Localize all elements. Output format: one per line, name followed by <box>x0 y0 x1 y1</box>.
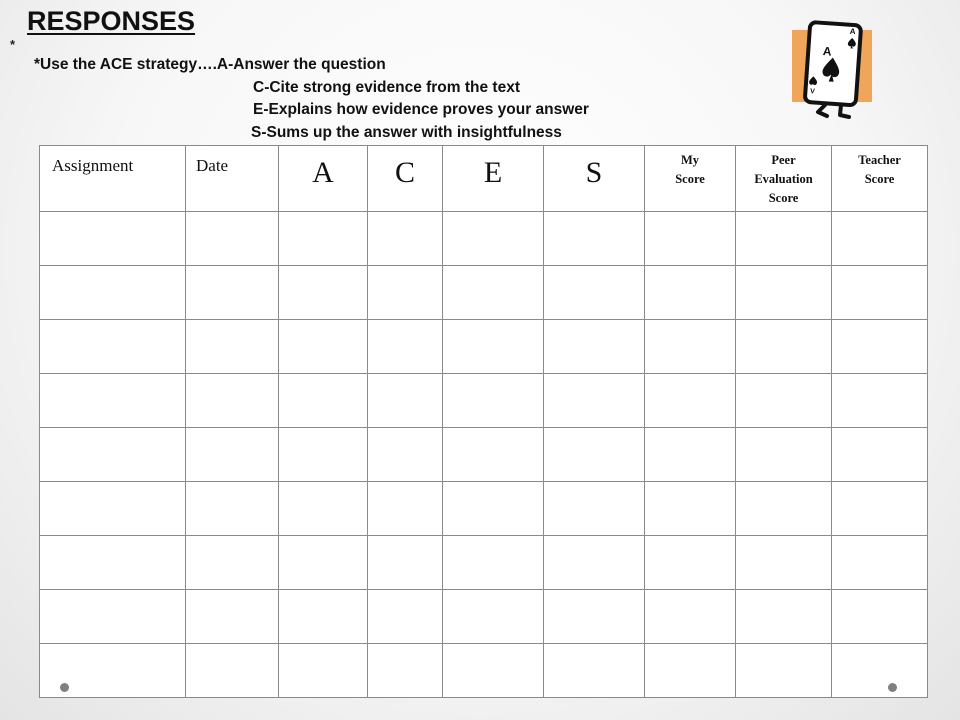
cell-s[interactable] <box>544 644 645 698</box>
header-peer-line3: Score <box>768 191 799 205</box>
cell-my-score[interactable] <box>645 644 736 698</box>
cell-a[interactable] <box>279 590 368 644</box>
table-header-row <box>40 146 928 212</box>
cell-e[interactable] <box>443 320 544 374</box>
table-row <box>40 536 928 590</box>
cell-a[interactable] <box>279 320 368 374</box>
bullet-dot-left <box>60 683 69 692</box>
cell-teacher-score[interactable] <box>832 644 928 698</box>
cell-teacher-score[interactable] <box>832 374 928 428</box>
table-row <box>40 266 928 320</box>
cell-a[interactable] <box>279 536 368 590</box>
cell-e[interactable] <box>443 644 544 698</box>
cell-my-score[interactable] <box>645 212 736 266</box>
cell-my-score[interactable] <box>645 482 736 536</box>
cell-s[interactable] <box>544 536 645 590</box>
cell-teacher-score[interactable] <box>832 320 928 374</box>
cell-c[interactable] <box>368 536 443 590</box>
bullet-dot-right <box>888 683 897 692</box>
header-date: Date <box>186 146 279 212</box>
cell-e[interactable] <box>443 428 544 482</box>
table-row <box>40 644 928 698</box>
table-row <box>40 428 928 482</box>
cell-s[interactable] <box>544 266 645 320</box>
cell-a[interactable] <box>279 374 368 428</box>
cell-teacher-score[interactable] <box>832 428 928 482</box>
table-row <box>40 482 928 536</box>
svg-text:A: A <box>849 26 856 37</box>
cell-s[interactable] <box>544 428 645 482</box>
cell-date[interactable] <box>186 320 279 374</box>
cell-assignment[interactable] <box>40 536 186 590</box>
cell-peer-score[interactable] <box>736 590 832 644</box>
cell-assignment[interactable] <box>40 266 186 320</box>
response-table <box>39 145 928 698</box>
card-rank: A <box>822 43 833 59</box>
cell-assignment[interactable] <box>40 374 186 428</box>
cell-e[interactable] <box>443 374 544 428</box>
header-s: S <box>544 146 645 212</box>
header-e: E <box>443 146 544 212</box>
page-title: RESPONSES <box>27 6 196 36</box>
cell-c[interactable] <box>368 320 443 374</box>
cell-assignment[interactable] <box>40 590 186 644</box>
cell-peer-score[interactable] <box>736 212 832 266</box>
cell-assignment[interactable] <box>40 212 186 266</box>
cell-date[interactable] <box>186 266 279 320</box>
header-my-score <box>645 146 736 212</box>
cell-e[interactable] <box>443 482 544 536</box>
cell-s[interactable] <box>544 320 645 374</box>
header-teacher-line1: Teacher <box>858 153 901 167</box>
instruction-explain: E-Explains how evidence proves your answer <box>253 101 589 118</box>
cell-date[interactable] <box>186 536 279 590</box>
header-my-score-line2: Score <box>675 172 705 186</box>
cell-c[interactable] <box>368 212 443 266</box>
cell-a[interactable] <box>279 428 368 482</box>
cell-a[interactable] <box>279 482 368 536</box>
instruction-ace-strategy: *Use the ACE strategy….A-Answer the question <box>34 56 386 73</box>
header-peer-line2: Evaluation <box>754 172 813 186</box>
cell-peer-score[interactable] <box>736 374 832 428</box>
cell-my-score[interactable] <box>645 536 736 590</box>
header-my-score-line1: My <box>680 153 700 167</box>
cell-peer-score[interactable] <box>736 482 832 536</box>
cell-date[interactable] <box>186 644 279 698</box>
cell-peer-score[interactable] <box>736 644 832 698</box>
cell-my-score[interactable] <box>645 590 736 644</box>
table-row <box>40 590 928 644</box>
cell-peer-score[interactable] <box>736 536 832 590</box>
header-c: C <box>368 146 443 212</box>
cell-a[interactable] <box>279 266 368 320</box>
header-peer-evaluation-score <box>736 146 832 212</box>
cell-my-score[interactable] <box>645 320 736 374</box>
asterisk-mark: * <box>10 37 16 52</box>
table-row <box>40 374 928 428</box>
header-a: A <box>279 146 368 212</box>
card-leg-left <box>818 104 827 116</box>
cell-teacher-score[interactable] <box>832 212 928 266</box>
cell-date[interactable] <box>186 482 279 536</box>
header-peer-line1: Peer <box>771 153 796 167</box>
header-teacher-score <box>832 146 928 212</box>
cell-c[interactable] <box>368 266 443 320</box>
table-row <box>40 320 928 374</box>
cell-my-score[interactable] <box>645 266 736 320</box>
instruction-sum: S-Sums up the answer with insightfulness <box>251 124 562 141</box>
cell-teacher-score[interactable] <box>832 536 928 590</box>
cell-e[interactable] <box>443 590 544 644</box>
cell-date[interactable] <box>186 212 279 266</box>
cell-e[interactable] <box>443 266 544 320</box>
ace-of-spades-icon <box>792 20 882 120</box>
cell-assignment[interactable] <box>40 482 186 536</box>
cell-s[interactable] <box>544 482 645 536</box>
cell-date[interactable] <box>186 590 279 644</box>
instruction-cite: C-Cite strong evidence from the text <box>253 79 520 96</box>
svg-text:V: V <box>809 88 815 96</box>
cell-teacher-score[interactable] <box>832 266 928 320</box>
cell-s[interactable] <box>544 374 645 428</box>
cell-peer-score[interactable] <box>736 320 832 374</box>
cell-assignment[interactable] <box>40 320 186 374</box>
cell-s[interactable] <box>544 212 645 266</box>
cell-e[interactable] <box>443 212 544 266</box>
cell-c[interactable] <box>368 428 443 482</box>
cell-my-score[interactable] <box>645 428 736 482</box>
cell-teacher-score[interactable] <box>832 590 928 644</box>
table-row <box>40 212 928 266</box>
cell-a[interactable] <box>279 644 368 698</box>
header-teacher-line2: Score <box>864 172 895 186</box>
cell-c[interactable] <box>368 644 443 698</box>
cell-s[interactable] <box>544 590 645 644</box>
cell-peer-score[interactable] <box>736 266 832 320</box>
cell-e[interactable] <box>443 536 544 590</box>
cell-peer-score[interactable] <box>736 428 832 482</box>
cell-a[interactable] <box>279 212 368 266</box>
cell-date[interactable] <box>186 374 279 428</box>
cell-teacher-score[interactable] <box>832 482 928 536</box>
cell-c[interactable] <box>368 590 443 644</box>
header-assignment: Assignment <box>40 146 186 212</box>
cell-c[interactable] <box>368 482 443 536</box>
cell-assignment[interactable] <box>40 428 186 482</box>
cell-date[interactable] <box>186 428 279 482</box>
cell-c[interactable] <box>368 374 443 428</box>
cell-my-score[interactable] <box>645 374 736 428</box>
